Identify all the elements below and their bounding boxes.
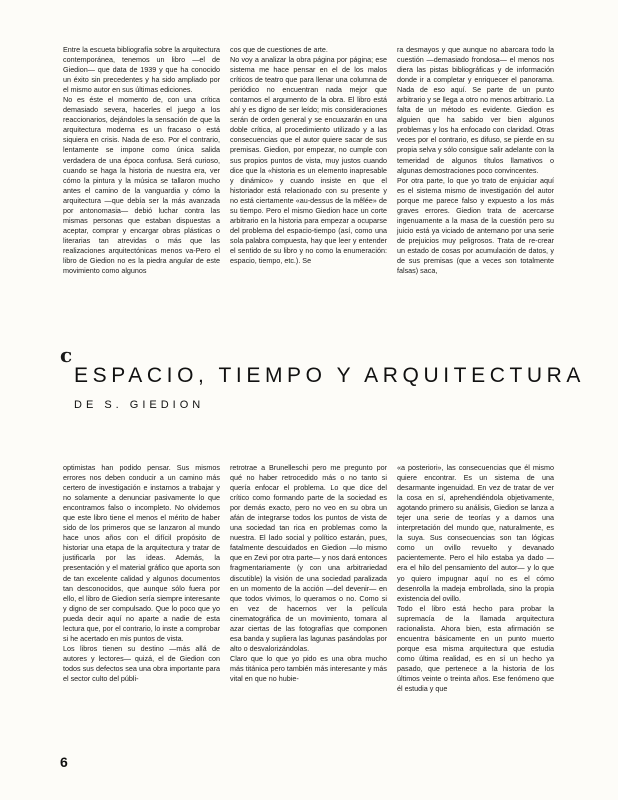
- paragraph: Entre la escueta bibliografía sobre la arquitectura contemporánea, tenemos un libro —el de Giedion— que data de 1939 y que ha conocido un éxito sin precedentes y ha sido ampliado por el mismo autor en sus últimas ediciones.: [63, 45, 220, 95]
- bottom-column-3: [397, 463, 554, 694]
- ornament-swirl: c: [60, 343, 73, 367]
- paragraph: Todo el libro está hecho para probar la supremacía de la llamada arquitectura racionalista. Ahora bien, esta afirmación se encuentra básicamente en un punto muerto porque esa misma arquitectura que estudia como última realidad, es en sí un hecho ya pasado, que pertenece a la historia de los últimos veinte o treinta años. Ese fenómeno que él estudia y que: [397, 603, 554, 694]
- top-column-3: [397, 45, 554, 276]
- paragraph: No es éste el momento de, con una crítica demasiado severa, hacerles el juego a los reaccionarios, dejándoles la sensación de que la arquitectura moderna es un fracaso o está siquiera en crisis. Nada de eso. Por el contrario, lentamente se impone como única salida verdadera de una época confusa. Será curioso, cuando se haga la historia de nuestra era, ver cómo la pintura y la música se tallaron mucho antes el camino de la vanguardia y cómo la arquitectura —que debía ser la más avanzada por antonomasia— debió luchar contra las mismas personas que estaban dispuestas a aceptar, comprar y encargar obras plásticas o literarias tan atrevidas o más que las realizaciones arquitectónicas menos va-Pero el libro de Giedion no es la piedra angular de este movimiento como algunos: [63, 95, 220, 276]
- page-number: 6: [60, 754, 68, 770]
- bottom-column-2: [230, 463, 387, 684]
- paragraph: optimistas han podido pensar. Sus mismos errores nos deben conducir a un camino más certero de investigación e instarnos a trabajar y no solamente a denunciar pasivamente lo que encontramos falso o incompleto. No olvidemos que este libro tiene el menos el mérito de haber sido de los primeros que se lanzaron al mundo hace unos años con el difícil propósito de historiar una etapa de la arquitectura y tratar de justificarla por las ideas. Además, la presentación y el material gráfico que aporta son de tan excelente calidad y algunos documentos tan desconocidos, que aunque sólo fuera por ello, el libro de Giedion sería siempre interesante y digno de ser compulsado. Que lo poco que yo pueda decir aquí no aparte a nadie de esta lectura que, por el contrario, lo inste a comprobar si he acertado en mis puntos de vista.: [63, 463, 220, 643]
- article-title: ESPACIO, TIEMPO Y ARQUITECTURA: [74, 364, 586, 387]
- paragraph: retrotrae a Brunelleschi pero me pregunto por qué no haber retrocedido más o no tanto si quería enfocar el problema. Lo que dice del crítico como formando parte de la sociedad es por demás exacto, pero no veo en su obra un afán de integrarse todos los puntos de vista de una sociedad tan rica en problemas como la nuestra. El lado social y político estarán, pues, fatalmente descuidados en Giedion —lo mismo que en Zevi por otra parte— y nos dará entonces fragmentariamente (y con una arbitrariedad discutible) la visión de una sociedad paralizada en un momento de la acción —del devenir— en que todos vivimos, lo queramos o no. Como si en vez de hacernos ver la película cinematográfica de un movimiento, tomara al azar ciertas de las fotografías que componen esa banda y supliera las lagunas pasándolas por alto o desvalorizándolas.: [230, 463, 387, 653]
- paragraph: ra desmayos y que aunque no abarcara todo la cuestión —demasiado frondosa— el menos nos diera las pistas bibliográficas y de información donde ir a completar y enriquecer el panorama. Nada de eso aquí. Se parte de un punto arbitrario y se llega a otro no menos arbitrario. La falta de un método es evidente. Giedion es alguien que ha sabido ver bien algunos problemas y los ha enfocado con claridad. Otras veces por el contrario, es difuso, se pierde en su propia selva y sólo consigue salir adelante con la temeridad de algunos títulos llamativos o algunas demostraciones poco convincentes.: [397, 45, 555, 175]
- top-column-2: [230, 45, 387, 266]
- article-byline: DE S. GIEDION: [74, 399, 205, 411]
- paragraph: Los libros tienen su destino —más allá de autores y lectores— quizá, el de Giedion con todos sus defectos sea una obra importante para el sector culto del públi-: [63, 643, 220, 683]
- bottom-column-1: [63, 463, 220, 684]
- paragraph: Claro que lo que yo pido es una obra mucho más titánica pero también más interesante y más vital en que no hubie-: [230, 653, 387, 683]
- top-column-1: [63, 45, 220, 276]
- paragraph: «a posteriori», las consecuencias que él mismo quiere encontrar. Es un sistema de una desarmante ingenuidad. En vez de tratar de ver la cosa en sí, aprehendiéndola objetivamente, agotando primero su análisis, Giedion se lanza a tejer una serie de teorías y a darnos una interpretación del mundo que, naturalmente, es la suya. Sus consecuencias son tan lógicas como un ovillo revuelto y devanado pacientemente. Pero el hilo estaba ya dado —era el hilo del pensamiento del autor— y lo que yo quiero impugnar aquí no es el cómo desenrolla la madeja embrollada, sino la propia existencia del ovillo.: [397, 463, 554, 603]
- paragraph: Por otra parte, lo que yo trato de enjuiciar aquí es el sistema mismo de investigación del autor porque me parece falso y expuesto a los más graves errores. Giedion trata de acercarse ingenuamente a la masa de la cuestión pero su juicio está ya viciado de antemano por una serie de prejuicios muy peligrosos. Trata de re-crear un estado de cosas por acumulación de datos, y de sus premisas (que a veces son totalmente falsas) saca,: [397, 175, 554, 276]
- paragraph: cos que de cuestiones de arte.: [230, 45, 328, 54]
- paragraph: No voy a analizar la obra página por página; ese sistema me hace pensar en el de los malos críticos de teatro que para llenar una columna de periódico no encuentran nada mejor que contarnos el argumento de la obra. El libro está ahí y es digno de ser leído; mis consideraciones serán de orden general y se encuazarán en una doble crítica, al procedimiento utilizado y a las consecuencias que el autor quiere sacar de sus premisas. Giedion, por empezar, no cumple con sus propios puntos de vista, muy justos cuando dice que la «historia es un elemento inapresable y dinámico» y cuando insiste en que el historiador está relacionado con su presente y no está ciertamente «au-dessus de la mêlée» de su tiempo. Pero el mismo Giedion hace un corte arbitrario en la historia para empezar a ocuparse del problema del espacio-tiempo (así, como una sola palabra compuesta, hay que leer y entender el sentido de su libro y no como la enumeración: espacio, tiempo, etc.). Se: [230, 55, 387, 265]
